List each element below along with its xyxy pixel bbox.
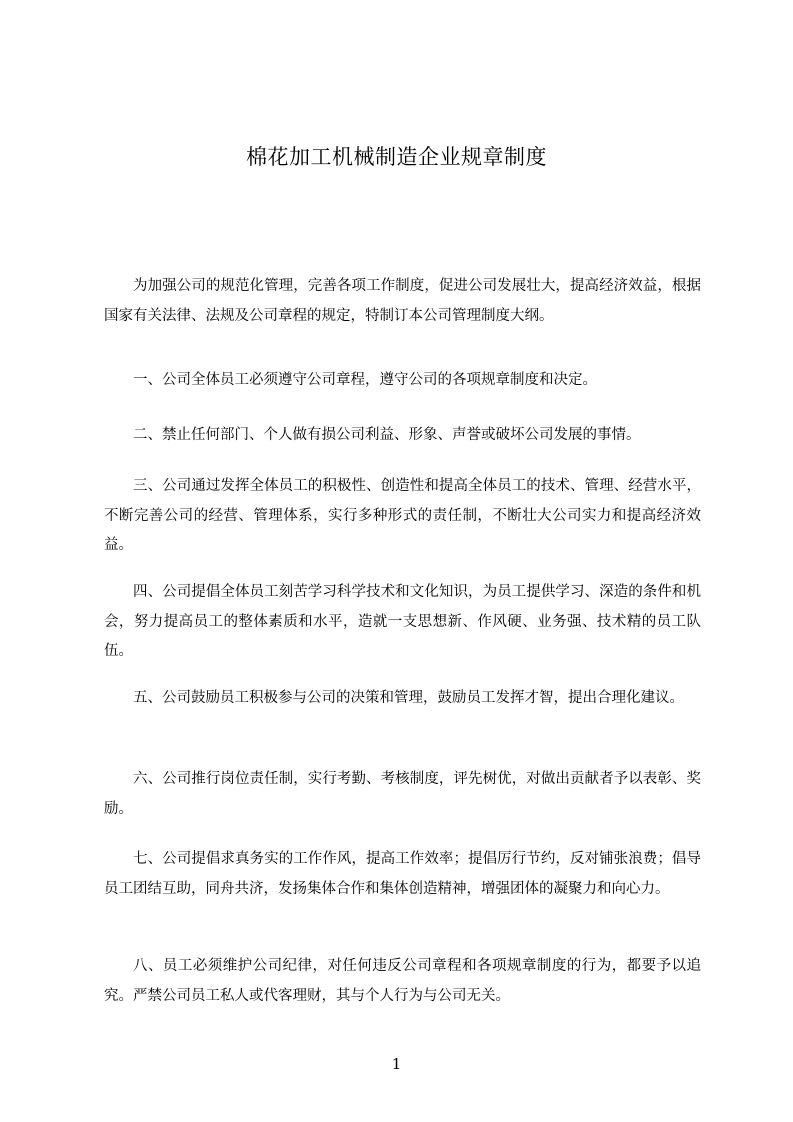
intro-paragraph: 为加强公司的规范化管理，完善各项工作制度，促进公司发展壮大，提高经济效益，根据国家有关法律、法规及公司章程的规定，特制订本公司管理制度大纲。: [104, 278, 701, 324]
document-title: 棉花加工机械制造企业规章制度: [246, 145, 547, 169]
clause-2: 二、禁止任何部门、个人做有损公司利益、形象、声誉或破坏公司发展的事情。: [133, 427, 641, 443]
clause-7: 七、公司提倡求真务实的工作作风，提高工作效率；提倡厉行节约，反对铺张浪费；倡导员工团结互助，同舟共济，发扬集体合作和集体创造精神，增强团体的凝聚力和向心力。: [104, 851, 701, 897]
clause-3: 三、公司通过发挥全体员工的积极性、创造性和提高全体员工的技术、管理、经营水平，不断完善公司的经营、管理体系，实行多种形式的责任制，不断壮大公司实力和提高经济效益。: [104, 478, 701, 553]
clause-1: 一、公司全体员工必须遵守公司章程，遵守公司的各项规章制度和决定。: [133, 372, 597, 388]
clause-6: 六、公司推行岗位责任制，实行考勤、考核制度，评先树优，对做出贡献者予以表彰、奖励。: [104, 771, 701, 817]
clause-8: 八、员工必须维护公司纪律，对任何违反公司章程和各项规章制度的行为，都要予以追究。严禁公司员工私人或代客理财，其与个人行为与公司无关。: [104, 958, 701, 1004]
clause-5: 五、公司鼓励员工积极参与公司的决策和管理，鼓励员工发挥才智，提出合理化建议。: [133, 690, 684, 706]
clause-4: 四、公司提倡全体员工刻苦学习科学技术和文化知识，为员工提供学习、深造的条件和机会，努力提高员工的整体素质和水平，造就一支思想新、作风硬、业务强、技术精的员工队伍。: [104, 584, 701, 659]
page-number: 1: [391, 1055, 402, 1073]
